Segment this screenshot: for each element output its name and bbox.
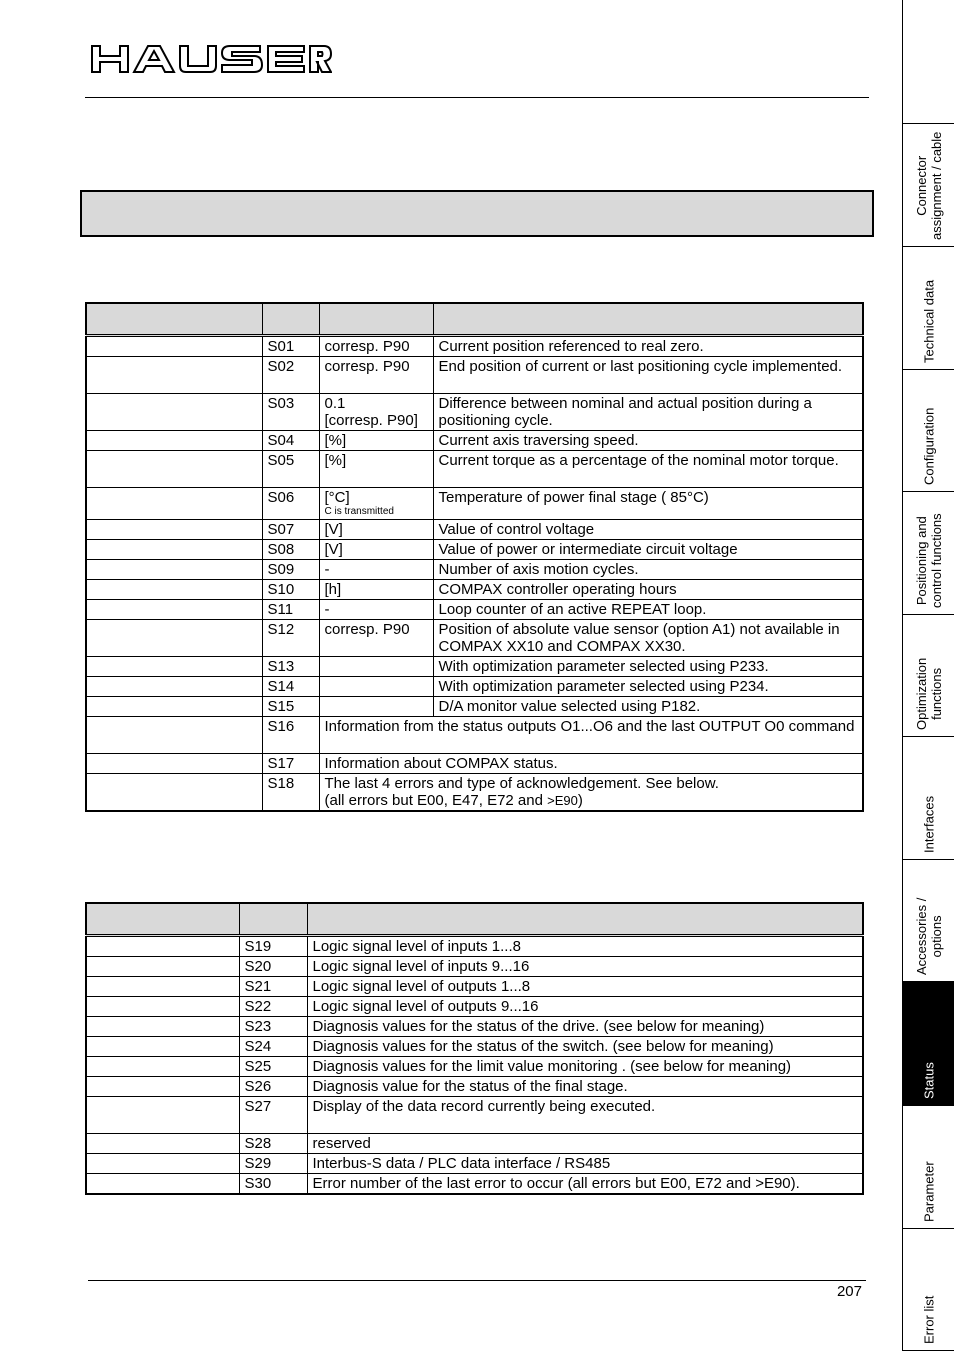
row-label-cell — [86, 774, 262, 812]
desc-text: Information about COMPAX status. — [324, 755, 558, 772]
chapter-tab-label: Parameter — [921, 1161, 937, 1222]
chapter-tab[interactable] — [903, 1229, 954, 1351]
footer-rule — [88, 1280, 866, 1281]
table-row — [86, 580, 863, 600]
status-description: Diagnosis values for the limit value monitoring . (see below for meaning) — [307, 1057, 863, 1077]
chapter-tab[interactable] — [903, 860, 954, 982]
table-row — [86, 1154, 863, 1174]
status-unit — [319, 488, 433, 520]
status-code: S24 — [239, 1037, 307, 1057]
table-header-row — [86, 903, 863, 936]
row-label-cell — [86, 580, 262, 600]
chapter-tab[interactable] — [903, 0, 954, 124]
table-row — [86, 697, 863, 717]
row-label-cell — [86, 357, 262, 394]
unit-text: corresp. P90 — [324, 338, 410, 355]
table-row — [86, 1134, 863, 1154]
table-row — [86, 336, 863, 357]
unit-text: 0.1 — [324, 395, 346, 412]
table-row — [86, 560, 863, 580]
table-row — [86, 540, 863, 560]
status-description — [319, 717, 863, 754]
row-label-cell — [86, 1017, 239, 1037]
chapter-tab-label: Status — [921, 1062, 937, 1099]
row-label-cell — [86, 560, 262, 580]
status-unit — [319, 520, 433, 540]
status-table-2 — [85, 902, 864, 1195]
status-unit — [319, 451, 433, 488]
chapter-tab-label: Interfaces — [921, 795, 937, 853]
row-label-cell — [86, 336, 262, 357]
status-description — [319, 774, 863, 812]
table-row — [86, 754, 863, 774]
table-row — [86, 657, 863, 677]
status-description: Logic signal level of outputs 1...8 — [307, 977, 863, 997]
status-unit — [319, 357, 433, 394]
status-code: S28 — [239, 1134, 307, 1154]
table-row — [86, 1077, 863, 1097]
chapter-tabs — [902, 0, 954, 1351]
status-code: S03 — [262, 394, 319, 431]
status-description: Difference between nominal and actual position during a positioning cycle. — [433, 394, 863, 431]
status-table-1 — [85, 302, 864, 812]
table-row — [86, 1017, 863, 1037]
row-label-cell — [86, 600, 262, 620]
status-description: Number of axis motion cycles. — [433, 560, 863, 580]
hauser-logo — [90, 44, 332, 74]
table-row — [86, 451, 863, 488]
status-code: S07 — [262, 520, 319, 540]
row-label-cell — [86, 1134, 239, 1154]
status-description: Diagnosis value for the status of the final stage. — [307, 1077, 863, 1097]
status-code: S11 — [262, 600, 319, 620]
unit-text: corresp. P90 — [324, 621, 410, 638]
header-rule — [85, 97, 869, 98]
status-code: S13 — [262, 657, 319, 677]
table-row — [86, 357, 863, 394]
unit-text: [%] — [324, 452, 347, 469]
chapter-tab[interactable] — [903, 737, 954, 860]
status-code: S05 — [262, 451, 319, 488]
unit-text: [V] — [324, 521, 343, 538]
unit-text: corresp. P90 — [324, 358, 410, 375]
table-row — [86, 677, 863, 697]
status-description: With optimization parameter selected using P233. — [433, 657, 863, 677]
status-code: S04 — [262, 431, 319, 451]
status-unit — [319, 677, 433, 697]
table-row — [86, 957, 863, 977]
row-label-cell — [86, 520, 262, 540]
status-code: S15 — [262, 697, 319, 717]
row-label-cell — [86, 717, 262, 754]
status-code: S21 — [239, 977, 307, 997]
table-row — [86, 1174, 863, 1195]
row-label-cell — [86, 697, 262, 717]
status-code: S17 — [262, 754, 319, 774]
status-description: Interbus-S data / PLC data interface / RS485 — [307, 1154, 863, 1174]
status-code: S29 — [239, 1154, 307, 1174]
status-code: S22 — [239, 997, 307, 1017]
status-description: Diagnosis values for the status of the switch. (see below for meaning) — [307, 1037, 863, 1057]
row-label-cell — [86, 936, 239, 957]
table-row — [86, 600, 863, 620]
status-code: S01 — [262, 336, 319, 357]
status-description: COMPAX controller operating hours — [433, 580, 863, 600]
chapter-tab[interactable] — [903, 615, 954, 737]
row-label-cell — [86, 657, 262, 677]
row-label-cell — [86, 1174, 239, 1195]
row-label-cell — [86, 394, 262, 431]
status-description: Logic signal level of inputs 1...8 — [307, 936, 863, 957]
status-code: S14 — [262, 677, 319, 697]
status-description: Diagnosis values for the status of the drive. (see below for meaning) — [307, 1017, 863, 1037]
status-code: S25 — [239, 1057, 307, 1077]
status-unit — [319, 697, 433, 717]
chapter-tab-label: Accessories / options — [914, 897, 944, 975]
chapter-tab-label: Connector assignment / cable — [914, 131, 944, 240]
row-label-cell — [86, 957, 239, 977]
unit-text: [h] — [324, 581, 342, 598]
status-code: S10 — [262, 580, 319, 600]
section-title-bar — [80, 190, 874, 237]
table-row — [86, 936, 863, 957]
chapter-tab-label: Configuration — [921, 407, 937, 485]
chapter-tab-label: Positioning and control functions — [914, 513, 944, 608]
status-description: Value of control voltage — [433, 520, 863, 540]
row-label-cell — [86, 754, 262, 774]
status-description: Logic signal level of outputs 9...16 — [307, 997, 863, 1017]
status-description: Loop counter of an active REPEAT loop. — [433, 600, 863, 620]
status-unit — [319, 394, 433, 431]
table-row — [86, 1057, 863, 1077]
row-label-cell — [86, 488, 262, 520]
unit-text: - — [324, 561, 330, 578]
status-description: Current axis traversing speed. — [433, 431, 863, 451]
unit-text: [%] — [324, 432, 347, 449]
chapter-tab-label: Optimization functions — [914, 657, 944, 730]
status-unit — [319, 580, 433, 600]
unit-text: [°C] — [324, 489, 350, 506]
table-header-row — [86, 303, 863, 336]
table-row — [86, 997, 863, 1017]
unit-text: [V] — [324, 541, 343, 558]
chapter-tab[interactable] — [903, 247, 954, 370]
row-label-cell — [86, 977, 239, 997]
status-unit — [319, 620, 433, 657]
status-unit — [319, 600, 433, 620]
status-description: D/A monitor value selected using P182. — [433, 697, 863, 717]
table-row — [86, 1097, 863, 1134]
row-label-cell — [86, 1037, 239, 1057]
chapter-tab[interactable] — [903, 982, 954, 1106]
chapter-tab-label: Error list — [921, 1295, 937, 1344]
row-label-cell — [86, 1057, 239, 1077]
row-label-cell — [86, 677, 262, 697]
status-unit — [319, 657, 433, 677]
status-description: End position of current or last positioning cycle implemented. — [433, 357, 863, 394]
status-description: Error number of the last error to occur (all errors but E00, E72 and >E90). — [307, 1174, 863, 1195]
row-label-cell — [86, 451, 262, 488]
row-label-cell — [86, 1154, 239, 1174]
status-description — [319, 754, 863, 774]
status-unit — [319, 431, 433, 451]
desc-text: ) — [577, 792, 583, 809]
status-code: S18 — [262, 774, 319, 812]
chapter-tab[interactable] — [903, 492, 954, 615]
status-description: Display of the data record currently being executed. — [307, 1097, 863, 1134]
status-code: S09 — [262, 560, 319, 580]
desc-text: Information from the status outputs O1...O6 and the last OUTPUT O0 command — [324, 718, 855, 735]
status-code: S08 — [262, 540, 319, 560]
chapter-tab[interactable] — [903, 124, 954, 247]
status-code: S02 — [262, 357, 319, 394]
unit-text: - — [324, 601, 330, 618]
status-description: Position of absolute value sensor (option A1) not available in COMPAX XX10 and COMPAX XX30. — [433, 620, 863, 657]
status-code: S06 — [262, 488, 319, 520]
row-label-cell — [86, 1077, 239, 1097]
row-label-cell — [86, 620, 262, 657]
unit-note: C is transmitted — [324, 506, 394, 517]
row-label-cell — [86, 1097, 239, 1134]
table-row — [86, 488, 863, 520]
row-label-cell — [86, 431, 262, 451]
status-code: S26 — [239, 1077, 307, 1097]
table-row — [86, 431, 863, 451]
status-code: S20 — [239, 957, 307, 977]
status-description: Temperature of power final stage ( 85°C) — [433, 488, 863, 520]
desc-text: The last 4 errors and type of acknowledgement. See below. — [324, 775, 719, 792]
status-description: Value of power or intermediate circuit voltage — [433, 540, 863, 560]
table-row — [86, 977, 863, 997]
status-code: S19 — [239, 936, 307, 957]
chapter-tab[interactable] — [903, 1106, 954, 1229]
status-code: S27 — [239, 1097, 307, 1134]
status-code: S23 — [239, 1017, 307, 1037]
table-row — [86, 774, 863, 812]
desc-text-small: >E90 — [547, 793, 578, 808]
table-row — [86, 620, 863, 657]
table-row — [86, 1037, 863, 1057]
status-code: S30 — [239, 1174, 307, 1195]
page-number: 207 — [836, 1283, 862, 1300]
unit-text: [corresp. P90] — [324, 412, 418, 429]
status-code: S16 — [262, 717, 319, 754]
table-row — [86, 520, 863, 540]
table-row — [86, 717, 863, 754]
row-label-cell — [86, 997, 239, 1017]
status-description: Logic signal level of inputs 9...16 — [307, 957, 863, 977]
status-description: With optimization parameter selected using P234. — [433, 677, 863, 697]
status-code: S12 — [262, 620, 319, 657]
status-description: reserved — [307, 1134, 863, 1154]
status-unit — [319, 540, 433, 560]
status-unit — [319, 336, 433, 357]
status-description: Current position referenced to real zero. — [433, 336, 863, 357]
status-description: Current torque as a percentage of the nominal motor torque. — [433, 451, 863, 488]
row-label-cell — [86, 540, 262, 560]
status-unit — [319, 560, 433, 580]
chapter-tab[interactable] — [903, 370, 954, 492]
desc-text: (all errors but E00, E47, E72 and — [324, 792, 548, 809]
table-row — [86, 394, 863, 431]
chapter-tab-label: Technical data — [921, 279, 937, 363]
